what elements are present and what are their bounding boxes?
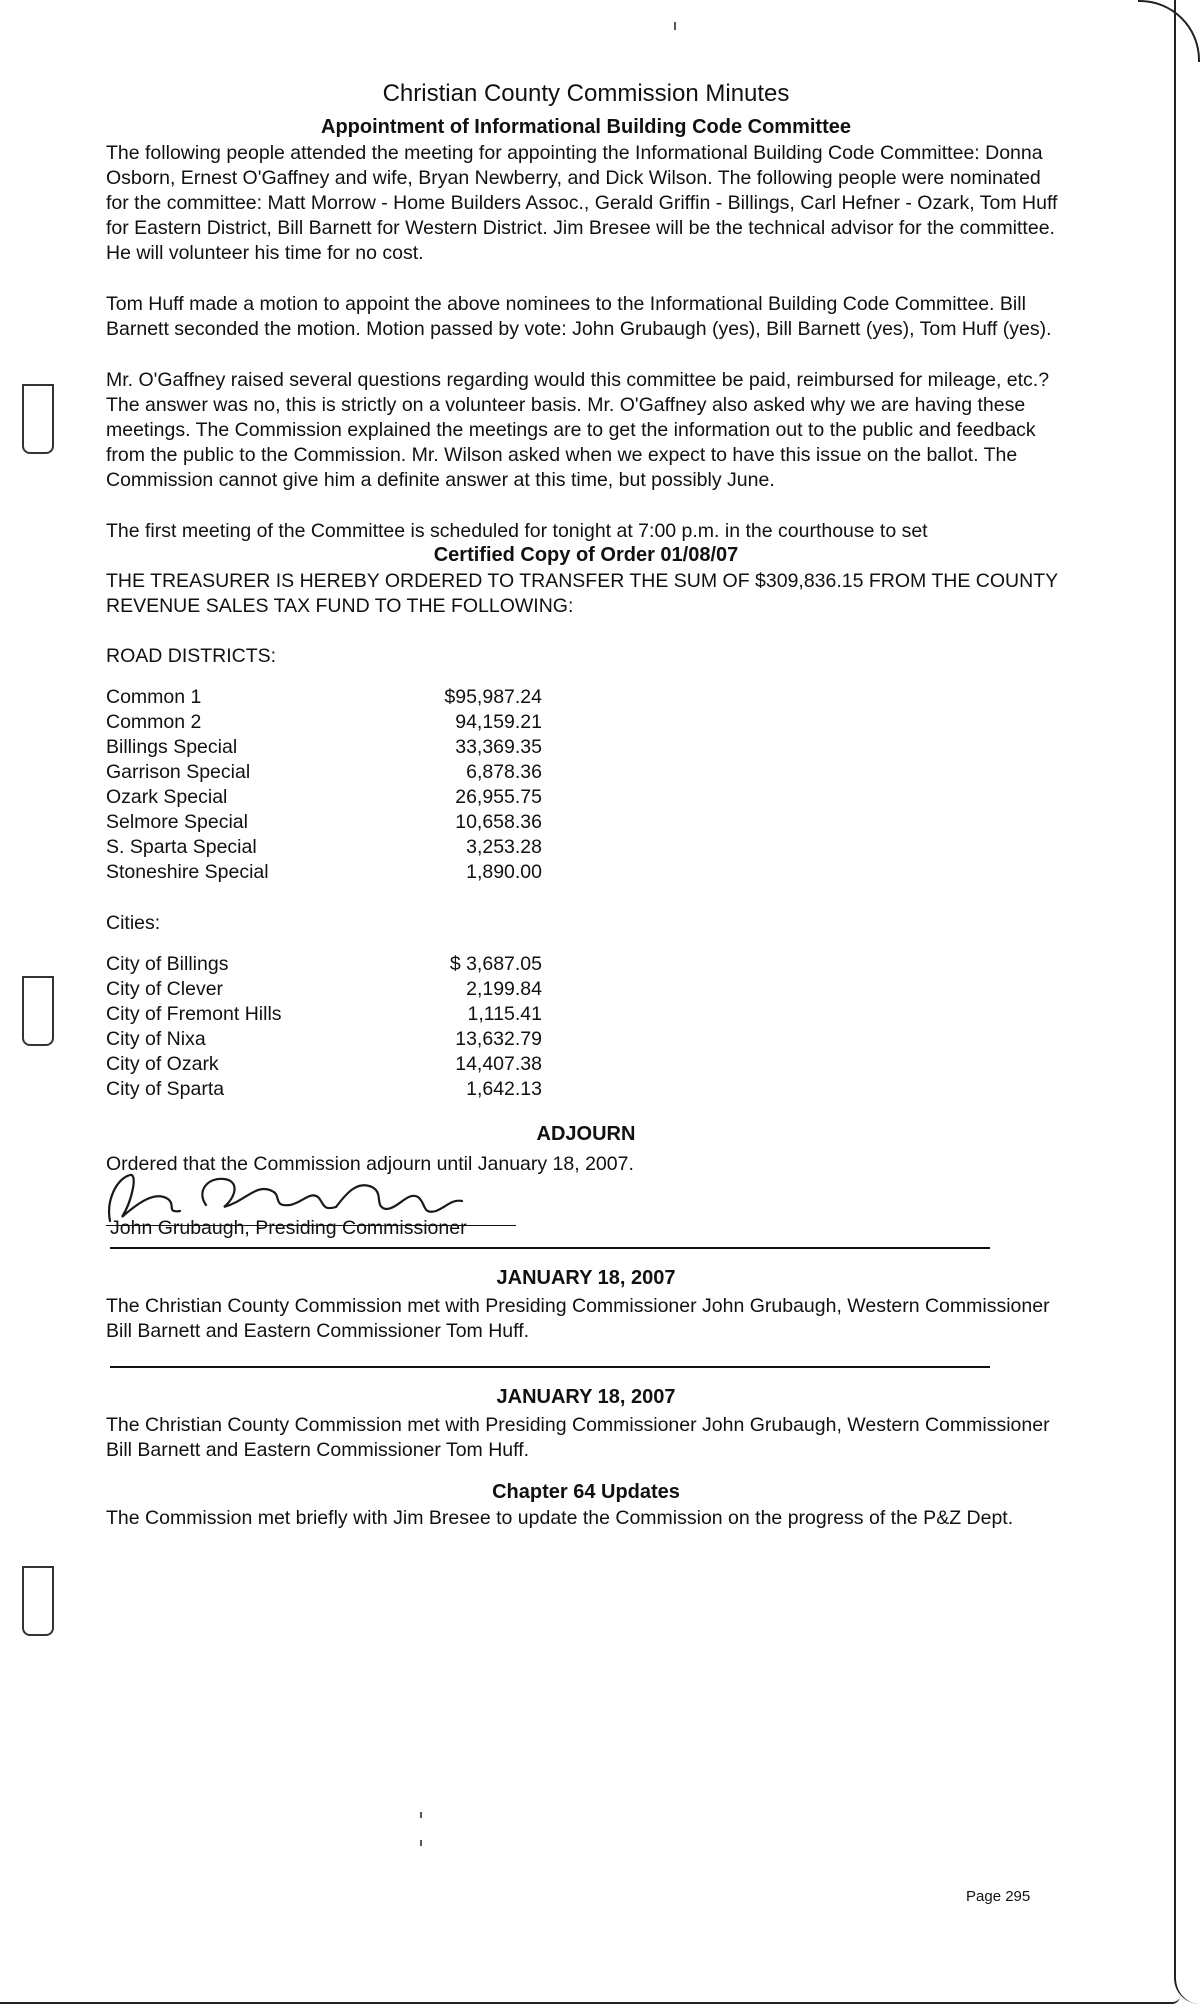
district-name: Ozark Special — [106, 786, 228, 808]
table-row — [106, 711, 542, 736]
city-amount: 14,407.38 — [455, 1053, 542, 1075]
scan-speck — [420, 1812, 422, 1818]
chapter64-heading: Chapter 64 Updates — [492, 1481, 680, 1503]
road-districts-table — [106, 686, 542, 886]
committee-heading: Appointment of Informational Building Code Committee — [321, 116, 851, 138]
city-name: City of Ozark — [106, 1053, 219, 1075]
district-name: Stoneshire Special — [106, 861, 269, 883]
order-heading: Certified Copy of Order 01/08/07 — [433, 544, 739, 566]
district-amount: $95,987.24 — [444, 686, 542, 708]
punch-hole — [22, 976, 54, 1046]
road-districts-label: ROAD DISTRICTS: — [106, 645, 277, 667]
district-name: Common 2 — [106, 711, 202, 733]
table-row — [106, 811, 542, 836]
divider — [110, 1366, 990, 1368]
district-name: Common 1 — [106, 686, 202, 708]
punch-hole — [22, 1566, 54, 1636]
city-name: City of Nixa — [106, 1028, 206, 1050]
city-name: City of Billings — [106, 953, 229, 975]
scan-speck — [420, 1840, 422, 1846]
document-content — [106, 70, 1066, 1557]
committee-paragraph: The following people attended the meeting for appointing the Informational Building Code Committee: Donna Osborn, Ernest O'Gaffney and wife, Bryan Newberry, and Dick Wilson. The following people were nominated for the committee: Matt Morrow - Home Builders Assoc., Gerald Griffin - Billings, Carl Hefner - Ozark, Tom Huff for Eastern District, Bill Barnett for Western District. Jim Bresee will be the technical advisor for the committee. He will volunteer his time for no cost. — [106, 142, 1058, 264]
district-amount: 10,658.36 — [455, 811, 542, 833]
meeting-attendance-text: The Christian County Commission met with Presiding Commissioner John Grubaugh, Western Commissioner Bill Barnett and Eastern Commissioner Tom Huff. — [106, 1295, 1050, 1342]
meeting-date-heading: JANUARY 18, 2007 — [496, 1267, 676, 1289]
punch-hole — [22, 384, 54, 454]
city-amount: 13,632.79 — [455, 1028, 542, 1050]
table-row — [106, 1053, 542, 1078]
district-amount: 3,253.28 — [466, 836, 542, 858]
district-name: Selmore Special — [106, 811, 248, 833]
chapter64-text: The Commission met briefly with Jim Bresee to update the Commission on the progress of the P&Z Dept. — [106, 1507, 1014, 1529]
scan-speck — [674, 22, 676, 30]
district-amount: 1,890.00 — [466, 861, 542, 883]
table-row — [106, 736, 542, 761]
questions-paragraph: Mr. O'Gaffney raised several questions regarding would this committee be paid, reimbursed for mileage, etc.? The answer was no, this is strictly on a volunteer basis. Mr. O'Gaffney also asked why we are having these meetings. The Commission explained the meetings are to get the information out to the public and feedback from the public to the Commission. Mr. Wilson asked when we expect to have this issue on the ballot. The Commission cannot give him a definite answer at this time, but possibly June. — [106, 369, 1050, 491]
city-amount: 2,199.84 — [466, 978, 542, 1000]
page-edge-right — [1174, 0, 1200, 2004]
city-amount: 1,115.41 — [467, 1003, 542, 1025]
city-amount: 1,642.13 — [466, 1078, 542, 1100]
table-row — [106, 786, 542, 811]
city-name: City of Clever — [106, 978, 224, 1000]
divider — [110, 1247, 990, 1249]
table-row — [106, 1028, 542, 1053]
table-row — [106, 861, 542, 886]
cities-label: Cities: — [106, 912, 161, 934]
adjourn-heading: ADJOURN — [536, 1123, 636, 1145]
city-name: City of Sparta — [106, 1078, 225, 1100]
table-row — [106, 978, 542, 1003]
district-amount: 33,369.35 — [455, 736, 542, 758]
table-row — [106, 761, 542, 786]
signature-label: John Grubaugh, Presiding Commissioner — [110, 1217, 467, 1239]
order-text: THE TREASURER IS HEREBY ORDERED TO TRANSFER THE SUM OF $309,836.15 FROM THE COUNTY REVENUE SALES TAX FUND TO THE FOLLOWING: — [106, 570, 1058, 617]
meeting-date-heading: JANUARY 18, 2007 — [496, 1386, 676, 1408]
district-name: Garrison Special — [106, 761, 251, 783]
meeting-attendance-text: The Christian County Commission met with Presiding Commissioner John Grubaugh, Western Commissioner Bill Barnett and Eastern Commissioner Tom Huff. — [106, 1414, 1050, 1461]
district-amount: 6,878.36 — [466, 761, 542, 783]
table-row — [106, 836, 542, 861]
first-meeting-paragraph: The first meeting of the Committee is scheduled for tonight at 7:00 p.m. in the courthouse to set — [106, 520, 928, 542]
city-name: City of Fremont Hills — [106, 1003, 282, 1025]
page-edge-bottom — [0, 1996, 1180, 2004]
district-name: Billings Special — [106, 736, 238, 758]
table-row — [106, 686, 542, 711]
district-name: S. Sparta Special — [106, 836, 257, 858]
city-amount: $ 3,687.05 — [449, 953, 542, 975]
document-title: Christian County Commission Minutes — [382, 80, 790, 107]
page-number: Page 295 — [966, 1888, 1031, 1905]
table-row — [106, 953, 542, 978]
adjourn-text: Ordered that the Commission adjourn until January 18, 2007. — [106, 1153, 634, 1175]
district-amount: 26,955.75 — [455, 786, 542, 808]
district-amount: 94,159.21 — [455, 711, 542, 733]
table-row — [106, 1078, 542, 1103]
signature-block — [106, 1181, 606, 1241]
cities-table — [106, 953, 542, 1103]
motion-paragraph: Tom Huff made a motion to appoint the above nominees to the Informational Building Code Committee. Bill Barnett seconded the motion. Motion passed by vote: John Grubaugh (yes), Bill Barnett (yes), Tom Huff (yes). — [106, 293, 1052, 340]
table-row — [106, 1003, 542, 1028]
